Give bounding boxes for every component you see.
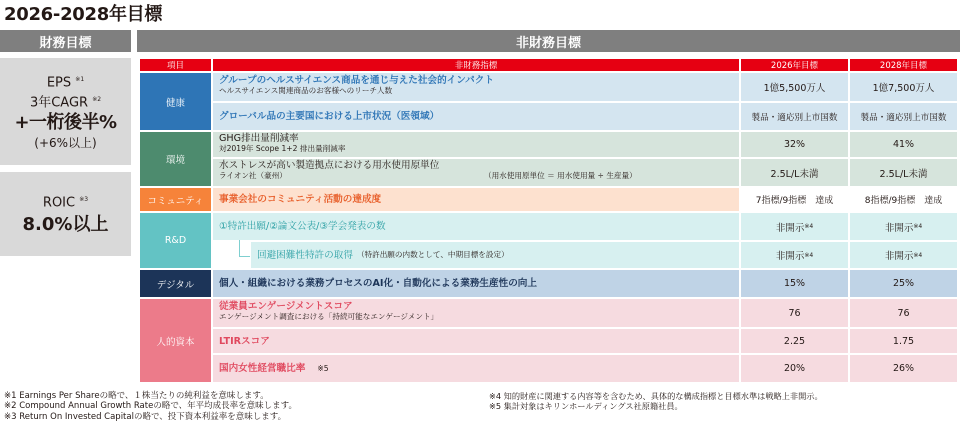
rnd-row-1	[213, 213, 739, 240]
rnd-row-2	[251, 242, 739, 268]
footnotes-right	[489, 391, 823, 412]
rnd-2-2028-note: ※4	[913, 251, 923, 259]
health-2-2026: 製品・適応別上市国数	[741, 103, 848, 130]
env-row-2	[213, 159, 739, 186]
rnd-1-2028: 非開示	[884, 222, 914, 234]
health-row-1	[213, 73, 739, 101]
roic-label: ROIC	[42, 195, 76, 211]
human-row-2	[213, 329, 739, 353]
eps-target: +一桁後半%	[14, 111, 117, 133]
roic-box	[0, 172, 131, 256]
env-1-title: GHG排出量削減率	[219, 133, 299, 144]
category-health: 健康	[140, 73, 211, 130]
cagr-note: ※2	[92, 95, 102, 103]
category-environment: 環境	[140, 132, 211, 186]
health-2-2028: 製品・適応別上市国数	[850, 103, 957, 130]
env-2-note: （用水使用原単位 ＝ 用水使用量 ÷ 生産量）	[484, 171, 637, 180]
human-2-2026: 2.25	[741, 329, 848, 353]
human-3-2028: 26%	[850, 355, 957, 382]
rnd-2-2028: 非開示	[884, 251, 914, 262]
health-1-sub: ヘルスサイエンス関連商品のお客様へのリーチ人数	[219, 86, 393, 95]
rnd-2-2028-cell	[850, 242, 957, 268]
col-item-header: 項目	[140, 59, 211, 71]
human-1-2026: 76	[741, 299, 848, 327]
cagr-label: 3年CAGR	[29, 94, 89, 110]
digital-1-title: 個人・組織における業務プロセスのAI化・自動化による業務生産性の向上	[219, 278, 537, 289]
digital-1-2026: 15%	[741, 270, 848, 297]
rnd-1-2026: 非開示	[775, 222, 805, 234]
category-digital: デジタル	[140, 270, 211, 297]
cagr-label-line	[30, 92, 101, 111]
env-1-2026: 32%	[741, 132, 848, 157]
eps-note: ※1	[75, 76, 85, 84]
category-rnd: R&D	[140, 213, 211, 268]
financial-header: 財務目標	[0, 30, 131, 52]
community-1-2028: 8指標/9指標 達成	[850, 188, 957, 211]
community-1-2026: 7指標/9指標 達成	[741, 188, 848, 211]
human-3-2026: 20%	[741, 355, 848, 382]
roic-label-line	[43, 191, 88, 212]
footnote-2: ※2 Compound Annual Growth Rateの略で、年平均成長率を意味します。	[4, 401, 297, 412]
human-3-note: ※5	[317, 363, 329, 373]
human-1-sub: エンゲージメント調査における「持続可能なエンゲージメント」	[219, 312, 439, 321]
community-1-title: 事業会社のコミュニティ活動の達成度	[219, 194, 382, 205]
community-row-1	[213, 188, 739, 211]
env-2-2026: 2.5L/L未満	[741, 159, 848, 186]
col-indicator-header: 非財務指標	[213, 59, 739, 71]
env-1-sub: 対2019年 Scope 1+2 排出量削減率	[219, 144, 346, 153]
human-1-title: 従業員エンゲージメントスコア	[219, 301, 353, 312]
col-2026-header: 2026年目標	[741, 59, 848, 71]
category-human: 人的資本	[140, 299, 211, 382]
roic-target: 8.0%以上	[22, 213, 109, 235]
rnd-2-sub: （特許出願の内数として、中期目標を設定）	[356, 250, 509, 259]
human-3-title: 国内女性経営職比率	[219, 363, 306, 374]
rnd-2-2026-cell	[741, 242, 848, 268]
rnd-1-2028-cell	[850, 213, 957, 240]
eps-label: EPS	[46, 75, 72, 91]
human-1-2028: 76	[850, 299, 957, 327]
col-2028-header: 2028年目標	[850, 59, 957, 71]
footnote-5: ※5 集計対象はキリンホールディングス社原籍社員。	[489, 401, 683, 412]
health-2-title: グローバル品の主要国における上市状況（医領域）	[219, 111, 440, 122]
env-2-2028: 2.5L/L未満	[850, 159, 957, 186]
rnd-1-2026-cell	[741, 213, 848, 240]
human-row-3	[213, 355, 739, 382]
rnd-2-2026-note: ※4	[804, 251, 814, 259]
rnd-connector-vertical	[239, 240, 240, 257]
human-row-1	[213, 299, 739, 327]
rnd-2-2026: 非開示	[775, 251, 805, 262]
rnd-2-title: 回避困難性特許の取得	[257, 249, 353, 261]
footnote-4: ※4 知的財産に関連する内容等を含むため、具体的な構成指標と目標水準は戦略上非開示。	[489, 391, 823, 401]
rnd-1-title: ①特許出願/②論文公表/③学会発表の数	[219, 221, 386, 232]
health-row-2	[213, 103, 739, 130]
page-title: 2026-2028年目標	[4, 4, 163, 25]
env-1-2028: 41%	[850, 132, 957, 157]
human-2-title: LTIRスコア	[219, 335, 270, 347]
eps-label-line	[47, 72, 84, 91]
roic-note: ※3	[79, 196, 89, 204]
nonfinancial-header: 非財務目標	[137, 30, 960, 52]
human-2-2028: 1.75	[850, 329, 957, 353]
health-1-title: グループのヘルスサイエンス商品を通じ与えた社会的インパクト	[219, 75, 494, 86]
env-2-sub-line	[219, 171, 733, 181]
health-1-2028: 1億7,500万人	[850, 73, 957, 101]
rnd-1-2028-note: ※4	[913, 223, 923, 230]
env-2-sub: ライオン社（豪州）	[219, 171, 287, 180]
rnd-connector-horizontal	[239, 256, 250, 257]
health-1-2026: 1億5,500万人	[741, 73, 848, 101]
env-row-1	[213, 132, 739, 157]
footnote-3: ※3 Return On Invested Capitalの略で、投下資本利益率を意味します。	[4, 411, 287, 422]
env-2-title: 水ストレスが高い製造拠点における用水使用原単位	[219, 160, 440, 171]
footnote-1: ※1 Earnings Per Shareの略で、１株当たりの純利益を意味します。	[4, 391, 269, 401]
digital-1-2028: 25%	[850, 270, 957, 297]
footnotes-left	[4, 391, 297, 422]
rnd-1-2026-note: ※4	[804, 223, 814, 230]
digital-row-1	[213, 270, 739, 297]
category-community: コミュニティ	[140, 188, 211, 211]
eps-box	[0, 58, 131, 165]
eps-sub: (+6%以上)	[34, 135, 97, 150]
